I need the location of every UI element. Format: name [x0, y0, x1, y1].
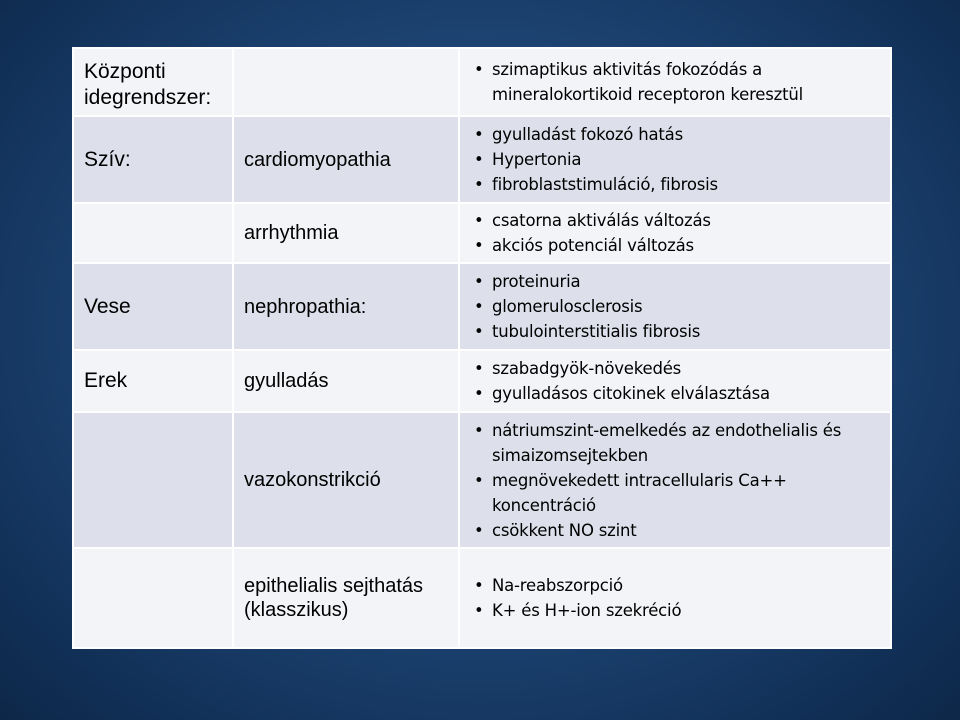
organ-cell: [73, 412, 233, 548]
bullet-icon: •: [474, 236, 484, 255]
list-item: • glomerulosclerosis: [472, 294, 890, 319]
table-row: [73, 48, 891, 116]
condition-cell: epithelialis sejthatás (klasszikus): [233, 548, 459, 648]
mechanism-list: [472, 573, 890, 623]
bullet-icon: •: [474, 272, 484, 291]
organ-cell: Szív:: [73, 116, 233, 203]
bullet-icon: •: [474, 175, 484, 194]
list-item: • tubulointerstitialis fibrosis: [472, 319, 890, 344]
bullet-icon: •: [474, 297, 484, 316]
organ-cell: Központi idegrendszer:: [73, 48, 233, 116]
bullet-icon: •: [474, 359, 484, 378]
mechanism-cell: [459, 203, 891, 263]
bullet-icon: •: [474, 60, 484, 79]
bullet-icon: •: [474, 125, 484, 144]
list-item: • csatorna aktiválás változás: [472, 208, 890, 233]
mechanism-cell: [459, 412, 891, 548]
table-row: [73, 548, 891, 648]
condition-cell: arrhythmia: [233, 203, 459, 263]
mechanism-cell: [459, 48, 891, 116]
list-item: • megnövekedett intracellularis Ca++ koncentráció: [472, 468, 890, 518]
bullet-icon: •: [474, 576, 484, 595]
list-item: • proteinuria: [472, 269, 890, 294]
mechanism-list: [472, 418, 890, 543]
bullet-icon: •: [474, 520, 484, 540]
condition-cell: [233, 48, 459, 116]
table-row: [73, 263, 891, 350]
list-item: • akciós potenciál változás: [472, 233, 890, 258]
mechanism-list: [472, 208, 890, 258]
mechanism-cell: [459, 116, 891, 203]
list-item: • szimaptikus aktivitás fokozódás a mineralokortikoid receptoron keresztül: [472, 57, 890, 107]
bullet-icon: •: [474, 211, 484, 230]
mechanism-list: [472, 57, 890, 107]
table-row: [73, 412, 891, 548]
mechanism-cell: [459, 548, 891, 648]
mechanism-list: [472, 269, 890, 344]
condition-cell: nephropathia:: [233, 263, 459, 350]
mechanism-cell: [459, 263, 891, 350]
table-row: [73, 203, 891, 263]
organ-cell: [73, 548, 233, 648]
mechanism-list: [472, 356, 890, 406]
list-item: • szabadgyök-növekedés: [472, 356, 890, 381]
mechanism-list: [472, 122, 890, 197]
effects-table: [72, 47, 892, 649]
bullet-icon: •: [474, 470, 484, 490]
condition-cell: cardiomyopathia: [233, 116, 459, 203]
table-row: [73, 350, 891, 412]
list-item: • nátriumszint-emelkedés az endothelialis és simaizomsejtekben: [472, 418, 890, 468]
list-item: • fibroblaststimuláció, fibrosis: [472, 172, 890, 197]
list-item: • K+ és H+-ion szekréció: [472, 598, 890, 623]
list-item: • gyulladást fokozó hatás: [472, 122, 890, 147]
bullet-icon: •: [474, 322, 484, 341]
bullet-icon: •: [474, 601, 484, 620]
bullet-icon: •: [474, 384, 484, 403]
list-item: • csökkent NO szint: [472, 518, 890, 543]
list-item: • gyulladásos citokinek elválasztása: [472, 381, 890, 406]
list-item: • Hypertonia: [472, 147, 890, 172]
organ-cell: Vese: [73, 263, 233, 350]
list-item: • Na-reabszorpció: [472, 573, 890, 598]
bullet-icon: •: [474, 420, 484, 440]
bullet-icon: •: [474, 150, 484, 169]
mechanism-cell: [459, 350, 891, 412]
table-row: [73, 116, 891, 203]
organ-cell: Erek: [73, 350, 233, 412]
condition-cell: vazokonstrikció: [233, 412, 459, 548]
organ-cell: [73, 203, 233, 263]
condition-cell: gyulladás: [233, 350, 459, 412]
